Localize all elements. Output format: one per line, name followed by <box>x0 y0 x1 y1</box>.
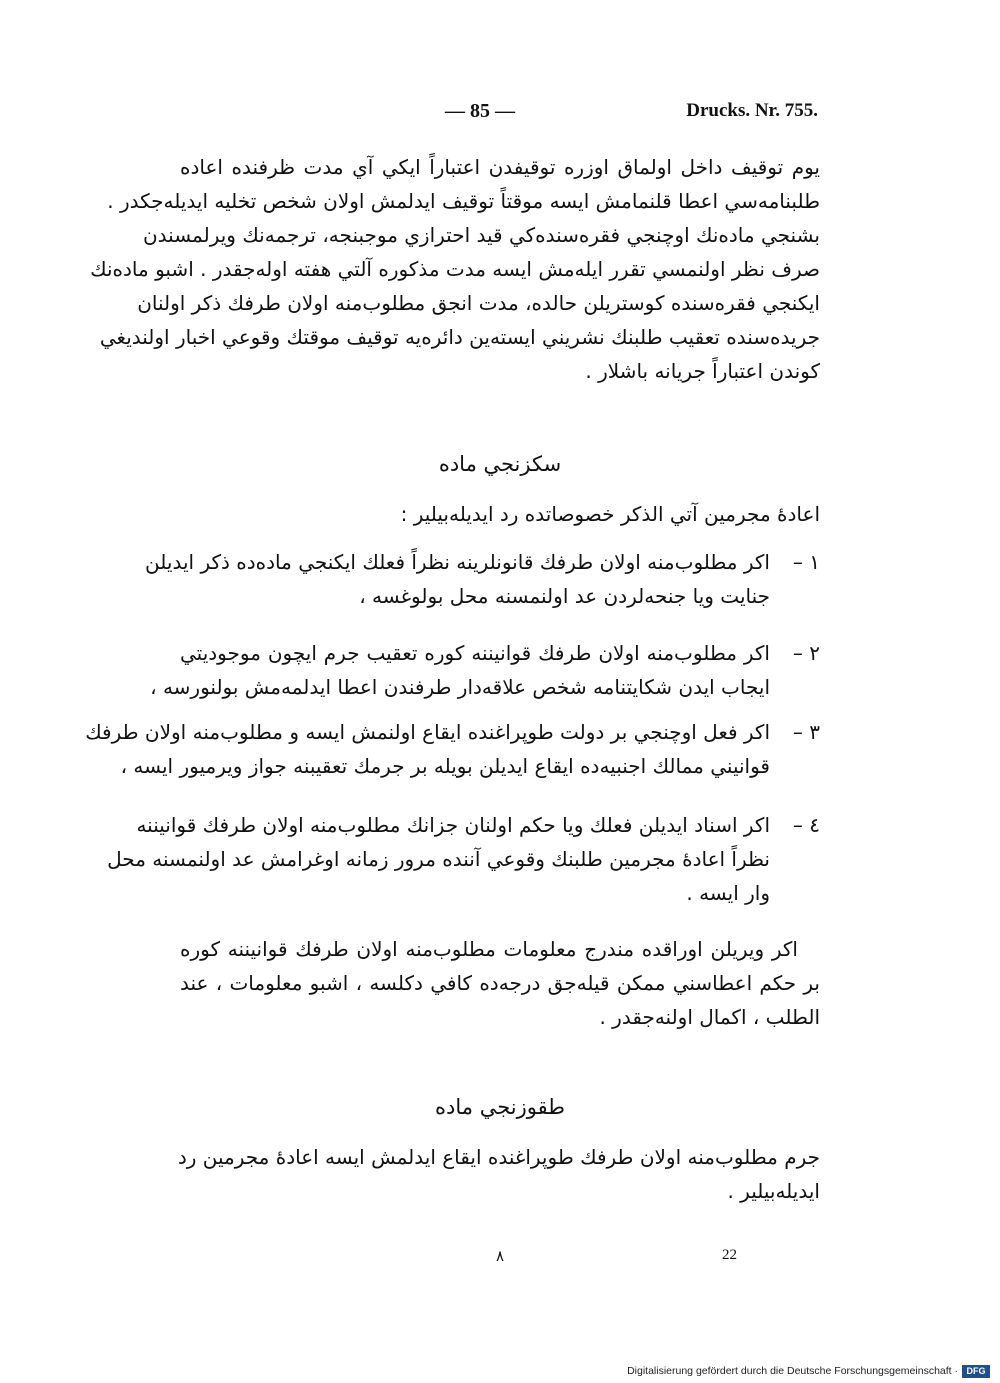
list-item-1 <box>145 545 820 613</box>
text-line: اكر مطلوب‌منه اولان طرفك قوانيننه كوره تعقيب جرم ايچون موجوديتي <box>180 641 770 665</box>
text-line: جريده‌سنده تعقيب طلبنك نشريني ايسته‌ين دائره‌يه توقيف موقتك وقوعي اخبار اولنديغي <box>99 325 820 349</box>
text-line: كوندن اعتباراً جريانه باشلار . <box>585 359 820 383</box>
list-item-2 <box>150 636 820 704</box>
text-line: ايجاب ايدن شكايتنامه شخص علاقه‌دار طرفندن اعطا ايدلمه‌مش بولنورسه ، <box>150 675 770 699</box>
text-line: طلبنامه‌سي اعطا قلنمامش ايسه موقتاً توقيف ايدلمش اولان شخص تخليه ايديله‌جكدر . <box>107 189 820 213</box>
paragraph-3 <box>177 1140 820 1208</box>
text-line: الطلب ، اكمال اولنه‌جقدر . <box>599 1005 820 1029</box>
text-line: بر حكم اعطاسني ممكن قيله‌جق درجه‌ده كافي دكلسه ، اشبو معلومات ، عند <box>180 971 820 995</box>
text-line: اكر فعل اوچنجي بر دولت طوپراغنده ايقاع اولنمش ايسه و مطلوب‌منه اولان طرفك <box>85 720 770 744</box>
footer <box>0 1357 1000 1383</box>
paragraph-2 <box>180 932 820 1034</box>
text-line: اكر ويريلن اوراقده مندرج معلومات مطلوب‌منه اولان طرفك قوانيننه كوره <box>180 937 798 961</box>
dfg-logo: DFG <box>962 1365 990 1378</box>
funding-notice: Digitalisierung gefördert durch die Deutsche Forschungsgemeinschaft · <box>627 1365 958 1377</box>
text-line: صرف نظر اولنمسي تقرر ايله‌مش ايسه مدت مذكوره آلتي هفته اوله‌جقدر . اشبو ماده‌نك <box>90 257 820 281</box>
signature-mark-right: 22 <box>722 1247 737 1263</box>
signature-mark-left: ٨ <box>496 1249 505 1265</box>
text-line: نظراً اعادهٔ مجرمين طلبنك وقوعي آننده مرور زمانه اوغرامش عد اولنمسنه محل <box>107 847 770 871</box>
text-line: جرم مطلوب‌منه اولان طرفك طوپراغنده ايقاع ايدلمش ايسه اعادهٔ مجرمين رد <box>177 1145 820 1169</box>
page-header <box>0 100 1000 134</box>
list-marker: ١ – <box>792 550 820 574</box>
text-line: ايديله‌بيلير . <box>727 1179 820 1203</box>
text-line: ايكنجي فقره‌سنده كوستريلن حالده، مدت انجق مطلوب‌منه اولان طرفك ذكر اولنان <box>137 291 820 315</box>
section-heading-8: سكزنجي ماده <box>438 452 562 476</box>
page-number: — 85 — <box>445 100 515 122</box>
list-marker: ٢ – <box>792 641 820 665</box>
list-item-3 <box>85 715 820 783</box>
text-line: يوم توقيف داخل اولماق اوزره توقيفدن اعتباراً ايكي آي مدت ظرفنده اعاده <box>180 155 820 179</box>
text-line: جنايت ويا جنحه‌لردن عد اولنمسنه محل بولوغسه ، <box>359 584 770 608</box>
text-line: بشنجي ماده‌نك اوچنجي فقره‌سنده‌كي قيد احترازي موجبنجه، ترجمه‌نك ويرلمسندن <box>142 223 820 247</box>
text-line: قوانيني ممالك اجنبيه‌ده ايقاع ايديلن بويله بر جرمك تعقيبنه جواز ويرميور ايسه ، <box>120 754 770 778</box>
intro-line-block <box>180 497 820 531</box>
text-line: اكر مطلوب‌منه اولان طرفك قانونلرينه نظراً فعلك ايكنجي ماده‌ده ذكر ايديلن <box>145 550 770 574</box>
text-line: وار ايسه . <box>686 881 770 905</box>
section-heading-9: طقوزنجي ماده <box>435 1095 565 1119</box>
list-marker: ٣ – <box>792 720 820 744</box>
intro-line: اعادهٔ مجرمين آتي الذكر خصوصاتده رد ايديله‌بيلير : <box>400 502 820 526</box>
text-line: اكر اسناد ايديلن فعلك ويا حكم اولنان جزانك مطلوب‌منه اولان طرفك قوانيننه <box>136 813 770 837</box>
list-marker: ٤ – <box>792 813 820 837</box>
list-item-4 <box>107 808 820 910</box>
document-number: Drucks. Nr. 755. <box>686 100 818 121</box>
paragraph-1 <box>90 150 820 388</box>
